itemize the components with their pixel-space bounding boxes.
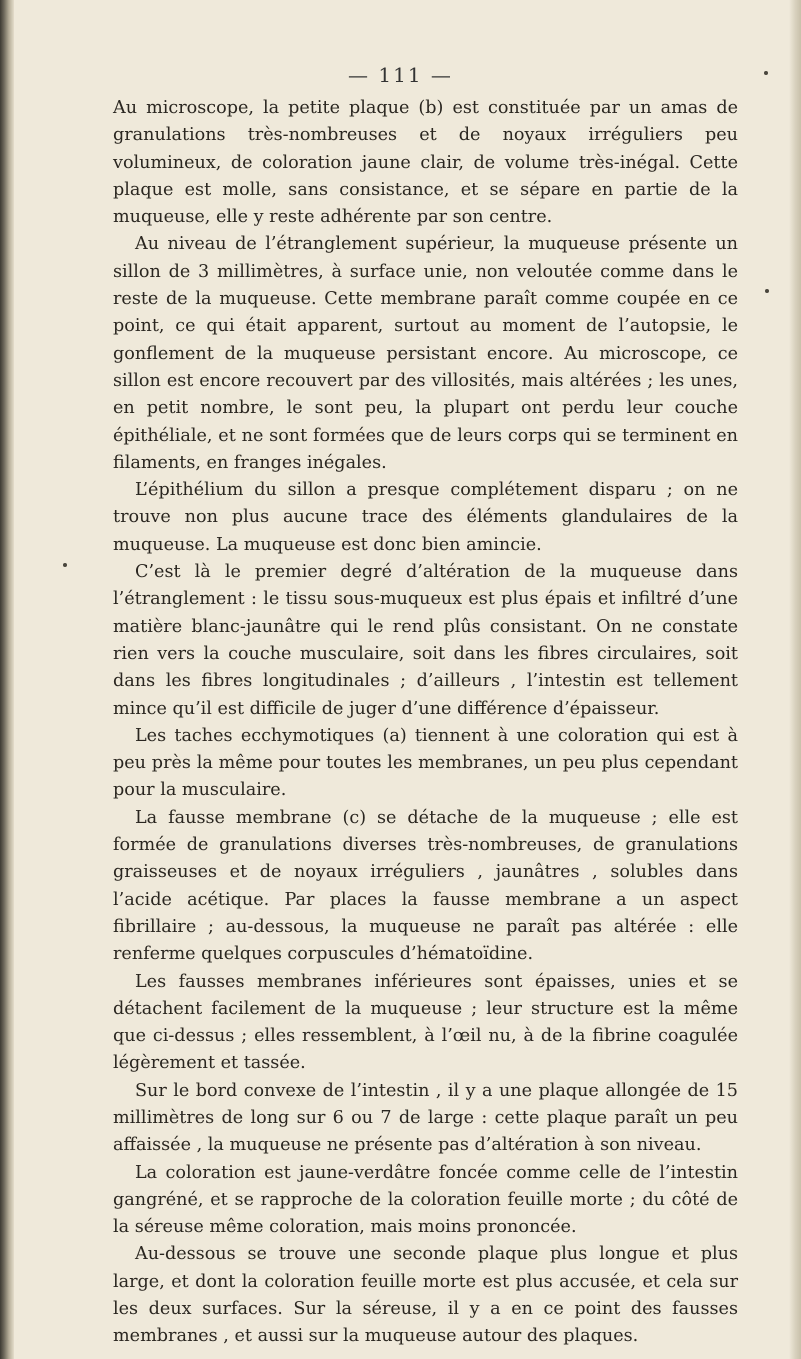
paragraph: C’est là le premier degré d’altération de la muqueuse dans l’étranglement : le tissu sous-muqueux est plus épais et infiltré d’une matière blanc-jaunâtre qui le rend plûs consistant. On ne constate rien vers la couche musculaire, soit dans les fibres circulaires, soit dans les fibres longitudinales ; d’ailleurs , l’intestin est tellement mince qu’il est difficile de juger d’une différence d’épaisseur.: [113, 562, 738, 719]
paragraph: Les taches ecchymotiques (a) tiennent à une coloration qui est à peu près la même pour toutes les membranes, un peu plus cependant pour la musculaire.: [113, 725, 738, 801]
body-text: [113, 95, 738, 1351]
paragraph: Au niveau de l’étranglement supérieur, la muqueuse présente un sillon de 3 millimètres, à surface unie, non veloutée comme dans le reste de la muqueuse. Cette membrane paraît comme coupée en ce point, ce qui était apparent, surtout au moment de l’autopsie, le gonflement de la muqueuse persistant encore. Au microscope, ce sillon est encore recouvert par des villosités, mais altérées ; les unes, en petit nombre, le sont peu, la plupart ont perdu leur couche épithéliale, et ne sont formées que de leurs corps qui se terminent en filaments, en franges inégales.: [113, 234, 738, 473]
paragraph: Les fausses membranes inférieures sont épaisses, unies et se détachent facilement de la muqueuse ; leur structure est la même que ci-dessus ; elles ressemblent, à l’œil nu, à de la fibrine coagulée légèrement et tassée.: [113, 971, 738, 1074]
paragraph: L’épithélium du sillon a presque complétement disparu ; on ne trouve non plus aucune trace des éléments glandulaires de la muqueuse. La muqueuse est donc bien amincie.: [113, 480, 738, 555]
paragraph: Sur le bord convexe de l’intestin , il y a une plaque allongée de 15 millimètres de long sur 6 ou 7 de large : cette plaque paraît un peu affaissée , la muqueuse ne présente pas d’altération à son niveau.: [113, 1080, 738, 1156]
paragraph: Au-dessous se trouve une seconde plaque plus longue et plus large, et dont la coloration feuille morte est plus accusée, et cela sur les deux surfaces. Sur la séreuse, il y a en ce point des fausses membranes , et aussi sur la muqueuse autour des plaques.: [113, 1244, 738, 1347]
paragraph: La coloration est jaune-verdâtre foncée comme celle de l’intestin gangréné, et se rapproche de la coloration feuille morte ; du côté de la séreuse même coloration, mais moins prononcée.: [113, 1162, 738, 1238]
paragraph: La fausse membrane (c) se détache de la muqueuse ; elle est formée de granulations diverses très-nombreuses, de granulations graisseuses et de noyaux irréguliers , jaunâtres , solubles dans l’acide acétique. Par places la fausse membrane a un aspect fibrillaire ; au-dessous, la muqueuse ne paraît pas altérée : elle renferme quelques corpuscules d’hématoïdine.: [113, 807, 738, 965]
page-outer-edge: [789, 0, 801, 1359]
page-number: — 111 —: [348, 63, 453, 87]
paragraph: Au microscope, la petite plaque (b) est constituée par un amas de granulations très-nombreuses et de noyaux irréguliers peu volumineux, de coloration jaune clair, de volume très-inégal. Cette plaque est molle, sans consistance, et se sépare en partie de la muqueuse, elle y reste adhérente par son centre.: [113, 98, 738, 228]
ink-speck: [764, 71, 768, 75]
ink-speck: [63, 563, 67, 567]
ink-speck: [765, 289, 769, 293]
page-binding-edge: [0, 0, 14, 1359]
